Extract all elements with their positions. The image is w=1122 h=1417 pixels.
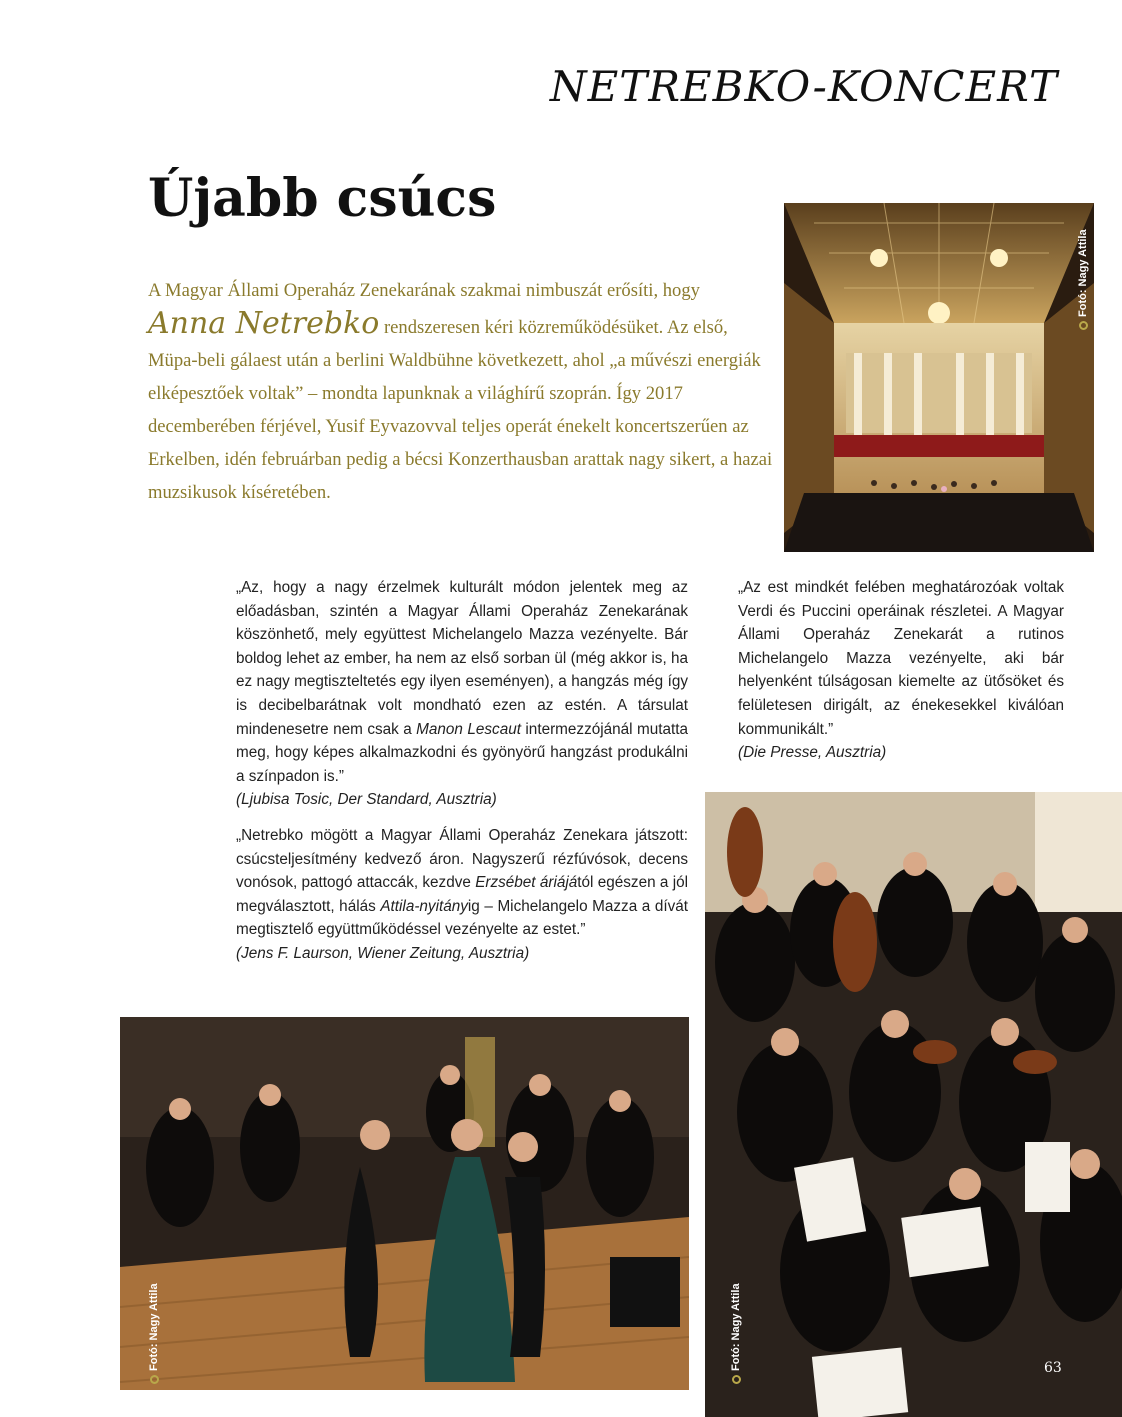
quote-text: tól egészen a jól megválasztott, hálás	[236, 874, 689, 915]
quote-emphasis: Erzsébet áriájá	[475, 874, 578, 892]
article-lead	[148, 274, 780, 509]
article-title: Újabb csúcs	[148, 168, 497, 229]
quote-text: intermezzójánál mutatta meg, hogy képes alkalmazkodni és gyönyörű hangzást produkálni a színpadon is.”	[236, 720, 688, 785]
quote-emphasis: Manon Lescaut	[416, 720, 521, 738]
credit-marker-icon	[1079, 321, 1088, 330]
quote-source: (Jens F. Laurson, Wiener Zeitung, Ausztria)	[236, 944, 530, 962]
section-heading: NETREBKO-KONCERT	[549, 62, 1058, 111]
quote-source: (Ljubisa Tosic, Der Standard, Ausztria)	[236, 791, 497, 809]
quote-wiener-zeitung	[236, 824, 688, 966]
lead-text-2: rendszeresen kéri közreműködésüket. Az első, Müpa-beli gálaest után a berlini Waldbühne következett, ahol „a művészi energiák elképesztőek voltak” – mondta lapunknak a világhírű szoprán. Így 2017 decemberében férjével, Yusif Eyvazovval teljes operát énekelt koncertszerűen az Erkelben, idén februárban pedig a bécsi Konzerthausban arattak nagy sikert, a hazai muzsikusok kíséretében.	[148, 317, 773, 503]
credit-text: Fotó: Nagy Attila	[1077, 229, 1089, 317]
credit-marker-icon	[150, 1375, 159, 1384]
quote-text: „Netrebko mögött a Magyar Állami Operaház Zenekara játszott: csúcsteljesítmény kedvező áron. Nagyszerű rézfúvósok, decens vonósok, pattogó attaccák, kezdve	[236, 827, 688, 892]
quote-source: (Die Presse, Ausztria)	[738, 744, 887, 762]
orchestra-photo	[705, 792, 1122, 1417]
quote-die-presse	[738, 576, 1064, 765]
lead-name: Anna Netrebko	[148, 306, 380, 341]
page-number: 63	[1044, 1360, 1062, 1376]
lead-text-1: A Magyar Állami Operaház Zenekarának szakmai nimbuszát erősíti, hogy	[148, 280, 700, 301]
photo-credit	[148, 1283, 160, 1384]
quote-text: ig – Michelangelo Mazza a dívát megtisztelő együttműködéssel vezényelte az estet.”	[236, 897, 688, 939]
credit-marker-icon	[732, 1375, 741, 1384]
photo-credit	[1077, 229, 1089, 330]
credit-text: Fotó: Nagy Attila	[730, 1283, 742, 1371]
soloists-photo	[120, 1017, 689, 1390]
quote-text: „Az, hogy a nagy érzelmek kulturált módon jelentek meg az előadásban, szintén a Magyar Állami Operaház Zenekarának köszönhető, mely együttest Michelangelo Mazza vezényelte. Bár boldog lehet az ember, ha nem az első sorban ül (még akkor is, ha ez nagy megtiszteltetés egy ilyen eseményen), a hangzás még így is decibelbarátnak volt mondható ezen az estén. A társulat mindenesetre nem csak a	[236, 579, 688, 738]
credit-text: Fotó: Nagy Attila	[148, 1283, 160, 1371]
quote-emphasis: Attila-nyitány	[380, 897, 468, 915]
concert-hall-photo	[784, 203, 1094, 552]
photo-credit	[730, 1283, 742, 1384]
quote-standard	[236, 576, 688, 812]
quote-text: „Az est mindkét felében meghatározóak voltak Verdi és Puccini operáinak részletei. A Magyar Állami Operaház Zenekarát a rutinos Michelangelo Mazza vezényelte, aki bár helyenként túlságosan kiemelte az ütősöket és felületesen dirigált, az énekesekkel kiválóan kommunikált.”	[738, 579, 1064, 738]
